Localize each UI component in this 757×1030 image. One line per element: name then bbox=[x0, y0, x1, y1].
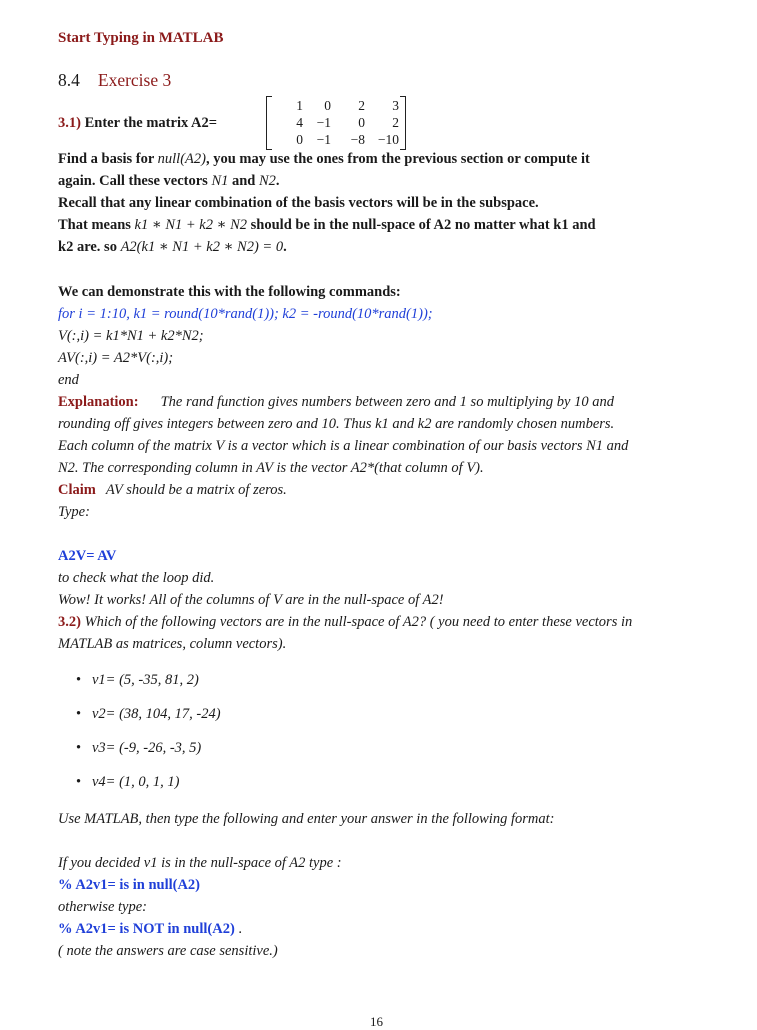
matrix-row bbox=[273, 98, 399, 114]
section-number: 8.4 bbox=[58, 70, 80, 90]
instruction-line: Use MATLAB, then type the following and enter your answer in the following format: bbox=[58, 811, 555, 827]
code-line: V(:,i) = k1*N1 + k2*N2; bbox=[58, 328, 204, 344]
paragraph-line: Find a basis for null(A2), you may use the ones from the previous section or compute it bbox=[58, 151, 590, 167]
section-heading bbox=[58, 70, 171, 91]
vector-item: • v4= (1, 0, 1, 1) bbox=[76, 774, 180, 790]
matrix-cell: 0 bbox=[358, 115, 365, 130]
matrix-cell: 0 bbox=[296, 132, 303, 147]
math-n1: N1 bbox=[211, 173, 229, 189]
answer-format-not: % A2v1= is NOT in null(A2) . bbox=[58, 921, 243, 937]
demo-intro: We can demonstrate this with the following commands: bbox=[58, 284, 401, 300]
matrix-prompt: Enter the matrix A2= bbox=[84, 115, 218, 131]
paragraph-line: Recall that any linear combination of the basis vectors will be in the subspace. bbox=[58, 195, 539, 211]
running-head: Start Typing in MATLAB bbox=[58, 30, 224, 46]
matrix-row bbox=[273, 115, 399, 131]
paragraph-line: That means k1 ∗ N1 + k2 ∗ N2 should be in the null-space of A2 no matter what k1 and bbox=[58, 217, 596, 233]
part2-line: 3.2) Which of the following vectors are in the null-space of A2? ( you need to enter these vectors in bbox=[58, 614, 633, 630]
part-label: 3.2) bbox=[58, 614, 81, 630]
explanation-label: Explanation: bbox=[58, 394, 139, 410]
matrix-cell: 2 bbox=[392, 115, 399, 130]
matrix-cell: −1 bbox=[316, 132, 331, 147]
vector-item: • v3= (-9, -26, -3, 5) bbox=[76, 740, 202, 756]
matrix-cell: −1 bbox=[316, 115, 331, 130]
vector-item: • v2= (38, 104, 17, -24) bbox=[76, 706, 221, 722]
math-equation: A2(k1 ∗ N1 + k2 ∗ N2) = 0 bbox=[120, 239, 284, 255]
claim-label: Claim bbox=[58, 482, 96, 498]
code-line: for i = 1:10, k1 = round(10*rand(1)); k2 = -round(10*rand(1)); bbox=[58, 306, 433, 322]
text-line: Wow! It works! All of the columns of V are in the null-space of A2! bbox=[58, 592, 444, 608]
explanation-line: Explanation: The rand function gives numbers between zero and 1 so multiplying by 10 and bbox=[58, 394, 614, 410]
text-line: to check what the loop did. bbox=[58, 570, 215, 586]
matrix-cell: 1 bbox=[296, 98, 303, 113]
part-label: 3.1) bbox=[58, 115, 81, 131]
matrix-cell: 0 bbox=[324, 98, 331, 113]
instruction-line: otherwise type: bbox=[58, 899, 147, 915]
vector-item: • v1= (5, -35, 81, 2) bbox=[76, 672, 199, 688]
paragraph-line: again. Call these vectors N1 and N2. bbox=[58, 173, 280, 189]
explanation-line: N2. The corresponding column in AV is the vector A2*(that column of V). bbox=[58, 460, 484, 476]
explanation-line: Each column of the matrix V is a vector which is a linear combination of our basis vectors N1 and bbox=[58, 438, 629, 454]
paragraph-line: k2 are. so A2(k1 ∗ N1 + k2 ∗ N2) = 0. bbox=[58, 239, 287, 255]
bullet-icon: • bbox=[76, 774, 82, 790]
matrix-a2 bbox=[266, 96, 406, 150]
command-a2v: A2V= AV bbox=[58, 548, 117, 564]
explanation-line: rounding off gives integers between zero and 10. Thus k1 and k2 are randomly chosen numbers. bbox=[58, 416, 615, 432]
matrix-cell: −8 bbox=[350, 132, 365, 147]
claim-line: Claim AV should be a matrix of zeros. bbox=[58, 482, 287, 498]
bullet-icon: • bbox=[76, 672, 82, 688]
type-label: Type: bbox=[58, 504, 90, 520]
math-null: null(A2) bbox=[157, 151, 206, 167]
answer-format-in: % A2v1= is in null(A2) bbox=[58, 877, 201, 893]
math-combination: k1 ∗ N1 + k2 ∗ N2 bbox=[134, 217, 248, 233]
matrix-cell: 3 bbox=[392, 98, 399, 113]
bullet-icon: • bbox=[76, 740, 82, 756]
matrix-cell: 2 bbox=[358, 98, 365, 113]
page-number: 16 bbox=[370, 1014, 383, 1029]
section-title: Exercise 3 bbox=[97, 70, 172, 90]
matrix-row bbox=[273, 132, 399, 148]
instruction-line: If you decided v1 is in the null-space of A2 type : bbox=[58, 855, 342, 871]
instruction-note: ( note the answers are case sensitive.) bbox=[58, 943, 278, 959]
matrix-cell: 4 bbox=[296, 115, 303, 130]
bullet-icon: • bbox=[76, 706, 82, 722]
matrix-cell: −10 bbox=[377, 132, 399, 147]
code-line: AV(:,i) = A2*V(:,i); bbox=[58, 350, 174, 366]
math-n2: N2 bbox=[259, 173, 276, 189]
part2-line: MATLAB as matrices, column vectors). bbox=[58, 636, 287, 652]
code-line: end bbox=[58, 372, 79, 388]
